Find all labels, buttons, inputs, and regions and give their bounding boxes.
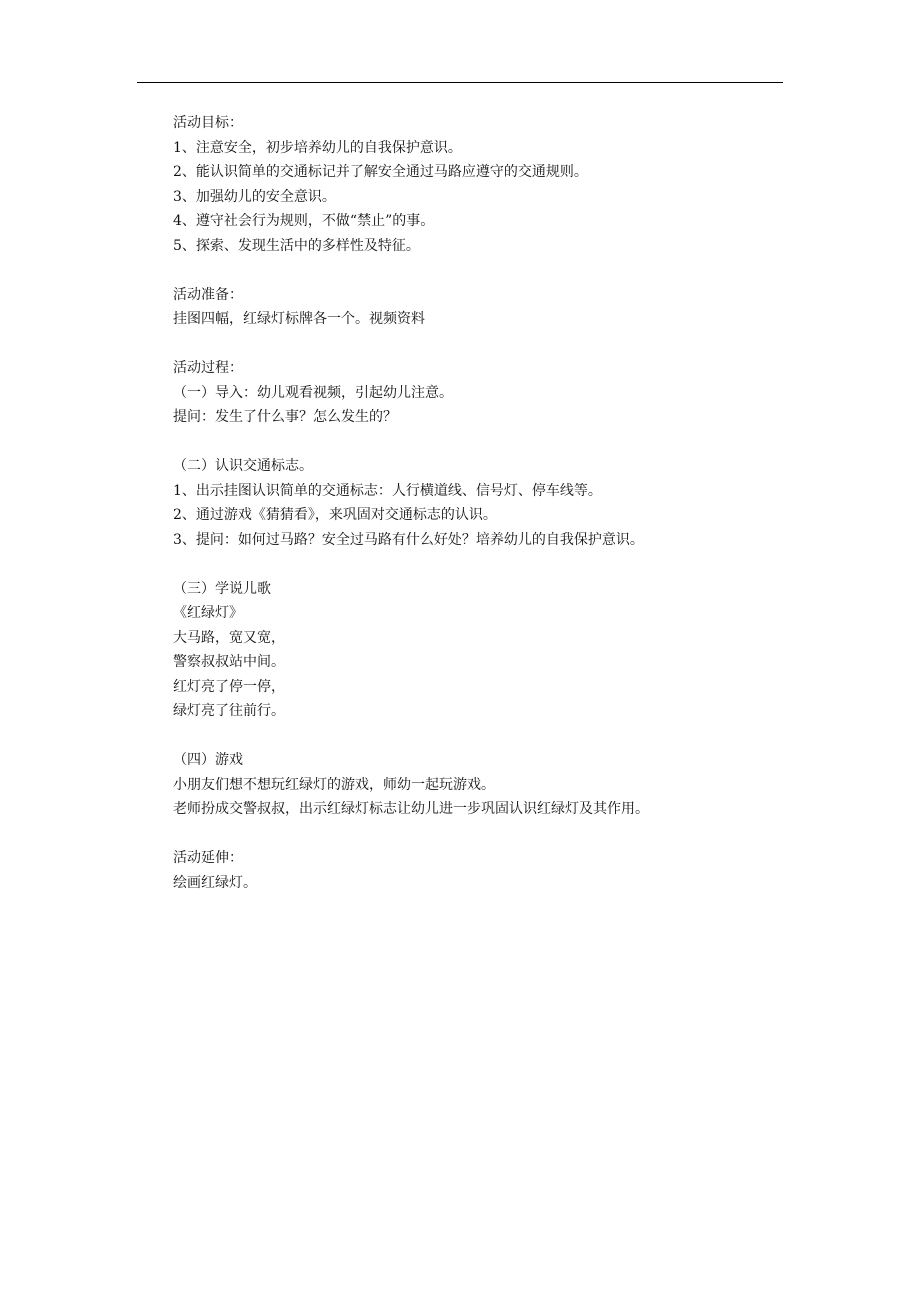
part2-title: （二）认识交通标志。 (173, 458, 313, 474)
spacer (173, 822, 773, 847)
part2-item: 2、通过游戏《猜猜看》，来巩固对交通标志的认识。 (173, 507, 497, 523)
part1-title: （一）导入：幼儿观看视频，引起幼儿注意。 (173, 384, 453, 401)
goal-item: 2、能认识简单的交通标记并了解安全通过马路应遵守的交通规则。 (173, 164, 588, 180)
song-lyric-line: 大马路，宽又宽， (173, 629, 285, 646)
extension-section (173, 846, 773, 895)
spacer (173, 430, 773, 455)
song-lyric-line: 红灯亮了停一停， (173, 678, 285, 695)
preparation-section (173, 283, 773, 332)
process-section (173, 356, 773, 822)
extension-heading: 活动延伸： (173, 850, 243, 866)
goal-item: 5、探索、发现生活中的多样性及特征。 (173, 237, 420, 254)
part2-item: 1、出示挂图认识简单的交通标志：人行横道线、信号灯、停车线等。 (173, 482, 602, 499)
spacer (173, 258, 773, 283)
song-lyric-line: 警察叔叔站中间。 (173, 654, 285, 670)
preparation-text: 挂图四幅，红绿灯标牌各一个。视频资料 (173, 311, 425, 327)
goals-heading: 活动目标： (173, 115, 243, 131)
part1-text: 提问：发生了什么事？怎么发生的？ (173, 409, 397, 425)
part4-item: 小朋友们想不想玩红绿灯的游戏，师幼一起玩游戏。 (173, 776, 495, 793)
header-rule (137, 82, 783, 83)
part4-item: 老师扮成交警叔叔，出示红绿灯标志让幼儿进一步巩固认识红绿灯及其作用。 (173, 801, 649, 817)
goals-section (173, 111, 773, 258)
spacer (173, 724, 773, 749)
goal-item: 1、注意安全，初步培养幼儿的自我保护意识。 (173, 139, 462, 156)
song-lyric-line: 绿灯亮了往前行。 (173, 703, 285, 719)
spacer (173, 552, 773, 577)
goal-item: 4、遵守社会行为规则，不做“禁止”的事。 (173, 213, 435, 229)
goal-item: 3、加强幼儿的安全意识。 (173, 188, 336, 205)
document-body (173, 111, 773, 895)
process-heading: 活动过程： (173, 360, 243, 376)
part4-title: （四）游戏 (173, 752, 243, 768)
extension-text: 绘画红绿灯。 (173, 874, 257, 891)
preparation-heading: 活动准备： (173, 286, 243, 303)
part2-item: 3、提问：如何过马路？安全过马路有什么好处？培养幼儿的自我保护意识。 (173, 531, 644, 548)
song-title: 《红绿灯》 (173, 605, 243, 621)
spacer (173, 332, 773, 357)
part3-title: （三）学说儿歌 (173, 580, 271, 597)
